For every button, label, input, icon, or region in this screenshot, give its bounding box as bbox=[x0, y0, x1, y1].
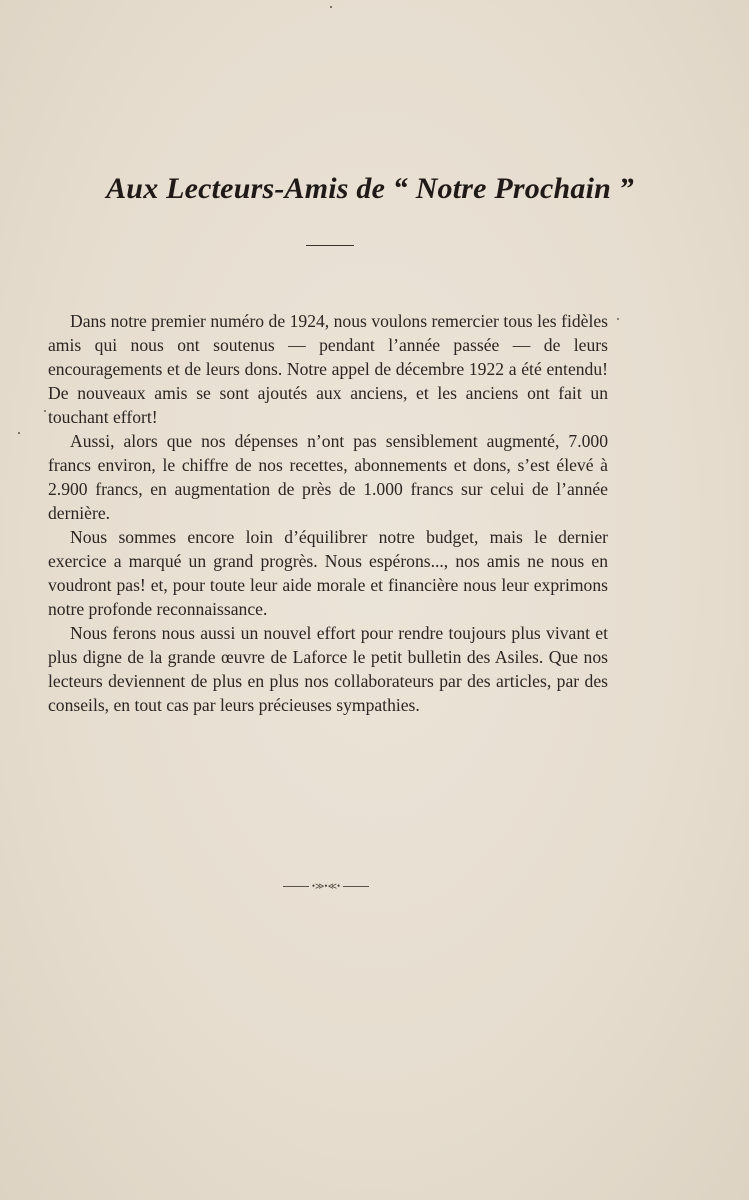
paragraph-4: Nous ferons nous aussi un nouvel effort pour rendre toujours plus vivant et plus digne de la grande œuvre de Laforce le petit bulletin des Asiles. Que nos lecteurs deviennent de plus en plus nos collaborateurs par des articles, par des conseils, en tout cas par leurs précieuses sympathies. bbox=[48, 623, 608, 715]
title-divider bbox=[306, 245, 354, 246]
paragraph-2: Aussi, alors que nos dépenses n’ont pas sensiblement augmenté, 7.000 francs environ, le chiffre de nos recettes, abonnements et dons, s’est élevé à 2.900 francs, en augmentation de près de 1.000 francs sur celui de l’année dernière. bbox=[48, 431, 608, 523]
ornament-glyph: •≫•≪• bbox=[311, 880, 341, 891]
paragraph-1: Dans notre premier numéro de 1924, nous voulons remercier tous les fidèles amis qui nous ont soutenus — pendant l’année passée — de leurs encouragements et de leurs dons. Notre appel de décembre 1922 a été entendu! De nouveaux amis se sont ajoutés aux anciens, et les anciens ont fait un touchant effort! bbox=[48, 311, 608, 427]
ornament-right-rule bbox=[343, 886, 369, 887]
paragraph-3: Nous sommes encore loin d’équilibrer notre budget, mais le dernier exercice a marqué un grand progrès. Nous espérons..., nos amis ne nous en voudront pas! et, pour toute leur aide morale et financière nous leur exprimons notre profonde reconnaissance. bbox=[48, 527, 608, 619]
ornament-left-rule bbox=[283, 886, 309, 887]
paper-speck bbox=[44, 410, 46, 412]
paper-speck bbox=[18, 432, 20, 434]
paper-speck bbox=[617, 318, 619, 320]
paper-speck bbox=[330, 6, 332, 8]
article-title: Aux Lecteurs-Amis de “ Notre Prochain ” bbox=[106, 172, 634, 205]
end-ornament bbox=[280, 880, 372, 892]
article-body bbox=[48, 309, 608, 717]
